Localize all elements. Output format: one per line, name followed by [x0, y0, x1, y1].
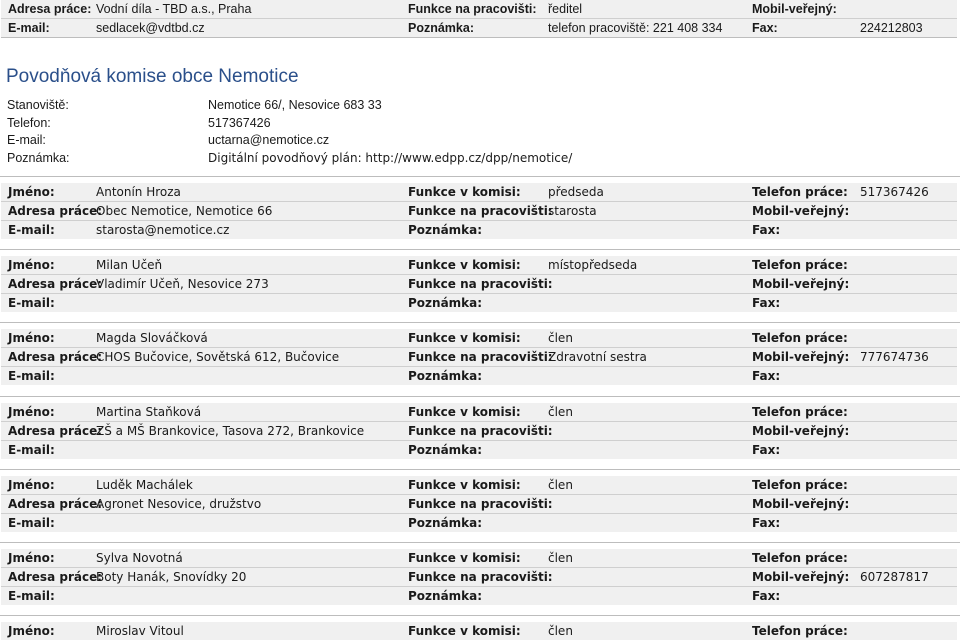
member-address: ZŠ a MŠ Brankovice, Tasova 272, Brankovice	[96, 424, 365, 438]
note-label: Poznámka:	[408, 516, 483, 530]
name-label: Jméno:	[8, 185, 55, 199]
member-card	[1, 549, 957, 605]
member-role: člen	[548, 331, 573, 345]
member-name: Antonín Hroza	[96, 185, 181, 199]
address-label: Adresa práce:	[8, 277, 103, 291]
note-label: Poznámka:	[408, 21, 474, 35]
member-address: CHOS Bučovice, Sovětská 612, Bučovice	[96, 350, 340, 364]
email-label: E-mail:	[8, 296, 55, 310]
job-label: Funkce na pracovišti:	[408, 277, 553, 291]
email-label: E-mail:	[8, 223, 55, 237]
name-label: Jméno:	[8, 551, 55, 565]
note-label: Poznámka:	[7, 151, 70, 165]
address-value: Vodní díla - TBD a.s., Praha	[96, 2, 252, 16]
name-label: Jméno:	[8, 331, 55, 345]
divider	[0, 396, 960, 397]
role-label: Funkce v komisi:	[408, 185, 521, 199]
job-label: Funkce na pracovišti:	[408, 350, 553, 364]
note-label: Poznámka:	[408, 443, 483, 457]
role-label: Funkce v komisi:	[408, 331, 521, 345]
mobile-label: Mobil-veřejný:	[752, 570, 850, 584]
fax-label: Fax:	[752, 589, 781, 603]
role-label: Funkce v komisi:	[408, 551, 521, 565]
member-mobile: 777674736	[860, 350, 929, 364]
phone-label: Telefon práce:	[752, 258, 848, 272]
note-value: telefon pracoviště: 221 408 334	[548, 21, 723, 35]
email-label: E-mail:	[8, 589, 55, 603]
email-label: E-mail:	[8, 21, 50, 35]
note-label: Poznámka:	[408, 223, 483, 237]
member-job: starosta	[548, 204, 597, 218]
fax-label: Fax:	[752, 369, 781, 383]
member-card	[1, 622, 957, 640]
divider	[0, 469, 960, 470]
job-label: Funkce na pracovišti:	[408, 204, 553, 218]
member-card	[1, 329, 957, 385]
job-label: Funkce na pracovišti:	[408, 497, 553, 511]
name-label: Jméno:	[8, 258, 55, 272]
job-label: Funkce na pracovišti:	[408, 570, 553, 584]
divider	[0, 542, 960, 543]
address-label: Adresa práce:	[8, 2, 92, 16]
phone-label: Telefon:	[7, 116, 51, 130]
note-label: Poznámka:	[408, 369, 483, 383]
address-label: Adresa práce:	[8, 204, 103, 218]
role-label: Funkce v komisi:	[408, 405, 521, 419]
member-role: člen	[548, 478, 573, 492]
member-address: Obec Nemotice, Nemotice 66	[96, 204, 273, 218]
phone-label: Telefon práce:	[752, 478, 848, 492]
member-name: Milan Učeň	[96, 258, 163, 272]
fax-label: Fax:	[752, 21, 778, 35]
member-name: Sylva Novotná	[96, 551, 183, 565]
member-role: člen	[548, 551, 573, 565]
divider	[0, 249, 960, 250]
name-label: Jméno:	[8, 478, 55, 492]
member-role: člen	[548, 624, 573, 638]
fax-value: 224212803	[860, 21, 923, 35]
fax-label: Fax:	[752, 443, 781, 457]
station-value: Nemotice 66/, Nesovice 683 33	[208, 98, 382, 112]
email-value: uctarna@nemotice.cz	[208, 133, 330, 147]
address-label: Adresa práce:	[8, 424, 103, 438]
function-value: ředitel	[548, 2, 583, 16]
mobile-label: Mobil-veřejný:	[752, 350, 850, 364]
address-label: Adresa práce:	[8, 350, 103, 364]
role-label: Funkce v komisi:	[408, 258, 521, 272]
member-job: Zdravotní sestra	[548, 350, 647, 364]
mobile-label: Mobil-veřejný:	[752, 277, 850, 291]
email-label: E-mail:	[7, 133, 46, 147]
member-address: Boty Hanák, Snovídky 20	[96, 570, 247, 584]
address-label: Adresa práce:	[8, 497, 103, 511]
section-title: Povodňová komise obce Nemotice	[6, 66, 299, 87]
member-name: Luděk Machálek	[96, 478, 193, 492]
member-card	[1, 403, 957, 459]
email-label: E-mail:	[8, 516, 55, 530]
member-card	[1, 183, 957, 239]
address-label: Adresa práce:	[8, 570, 103, 584]
phone-label: Telefon práce:	[752, 624, 848, 638]
note-value: Digitální povodňový plán: http://www.edpp.cz/dpp/nemotice/	[208, 151, 573, 165]
mobile-label: Mobil-veřejný:	[752, 2, 837, 16]
job-label: Funkce na pracovišti:	[408, 424, 553, 438]
role-label: Funkce v komisi:	[408, 624, 521, 638]
phone-label: Telefon práce:	[752, 185, 848, 199]
email-label: E-mail:	[8, 443, 55, 457]
email-value: sedlacek@vdtbd.cz	[96, 21, 205, 35]
mobile-label: Mobil-veřejný:	[752, 204, 850, 218]
member-mobile: 607287817	[860, 570, 929, 584]
fax-label: Fax:	[752, 516, 781, 530]
role-label: Funkce v komisi:	[408, 478, 521, 492]
note-label: Poznámka:	[408, 296, 483, 310]
member-card	[1, 476, 957, 532]
member-role: místopředseda	[548, 258, 638, 272]
fax-label: Fax:	[752, 296, 781, 310]
member-address: Agronet Nesovice, družstvo	[96, 497, 262, 511]
member-phone: 517367426	[860, 185, 929, 199]
name-label: Jméno:	[8, 624, 55, 638]
name-label: Jméno:	[8, 405, 55, 419]
member-email: starosta@nemotice.cz	[96, 223, 230, 237]
station-label: Stanoviště:	[7, 98, 69, 112]
member-address: Vladimír Učeň, Nesovice 273	[96, 277, 269, 291]
member-card	[1, 256, 957, 312]
fax-label: Fax:	[752, 223, 781, 237]
divider	[0, 322, 960, 323]
note-label: Poznámka:	[408, 589, 483, 603]
function-label: Funkce na pracovišti:	[408, 2, 537, 16]
mobile-label: Mobil-veřejný:	[752, 497, 850, 511]
mobile-label: Mobil-veřejný:	[752, 424, 850, 438]
member-name: Martina Staňková	[96, 405, 202, 419]
phone-label: Telefon práce:	[752, 405, 848, 419]
email-label: E-mail:	[8, 369, 55, 383]
member-name: Magda Slováčková	[96, 331, 208, 345]
previous-contact-card	[1, 0, 957, 38]
member-role: člen	[548, 405, 573, 419]
divider	[0, 176, 960, 177]
member-name: Miroslav Vitoul	[96, 624, 184, 638]
phone-label: Telefon práce:	[752, 551, 848, 565]
divider	[0, 615, 960, 616]
member-role: předseda	[548, 185, 604, 199]
phone-label: Telefon práce:	[752, 331, 848, 345]
phone-value: 517367426	[208, 116, 271, 130]
